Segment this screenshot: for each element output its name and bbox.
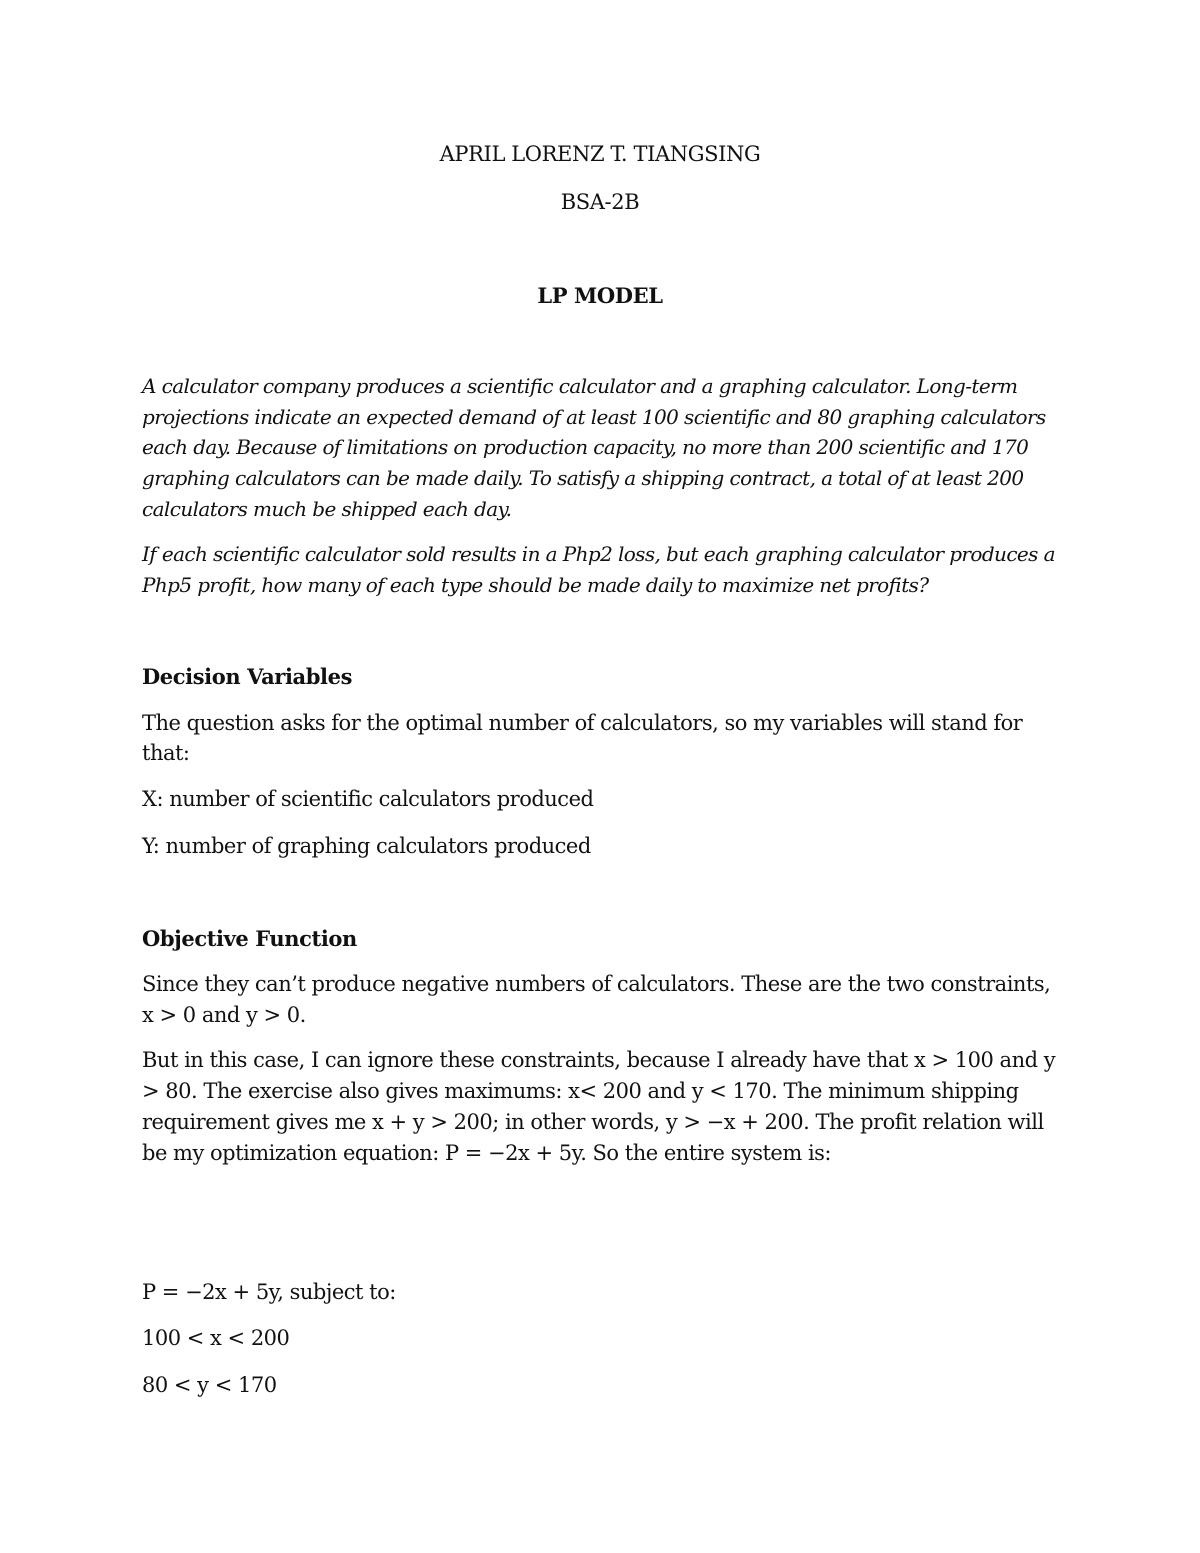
problem-line: A calculator company produces a scientific calculator and a graphing calculator. Long-term [142, 374, 1018, 398]
objective-function-heading: Objective Function [142, 926, 357, 951]
decision-intro-line: The question asks for the optimal number of calculators, so my variables will stand for [142, 711, 1023, 735]
objective-para1-line: Since they can’t produce negative numbers of calculators. These are the two constraints, [142, 972, 1051, 996]
document-title: LP MODEL [537, 283, 663, 308]
question-line: Php5 profit, how many of each type should be made daily to maximize net profits? [142, 573, 929, 597]
decision-variables-heading: Decision Variables [142, 664, 352, 689]
variable-x-definition: X: number of scientific calculators produced [142, 787, 594, 811]
system-objective: P = −2x + 5y, subject to: [142, 1280, 396, 1304]
objective-para2-line: > 80. The exercise also gives maximums: x< 200 and y < 170. The minimum shipping [142, 1079, 1019, 1103]
author-name: APRIL LORENZ T. TIANGSING [439, 142, 761, 166]
objective-para1-line: x > 0 and y > 0. [142, 1003, 306, 1027]
problem-line: each day. Because of limitations on production capacity, no more than 200 scientific and 170 [142, 435, 1029, 459]
section-label: BSA-2B [560, 190, 640, 214]
problem-line: graphing calculators can be made daily. To satisfy a shipping contract, a total of at least 200 [142, 466, 1024, 490]
objective-para2-line: But in this case, I can ignore these constraints, because I already have that x > 100 and y [142, 1048, 1056, 1072]
question-line: If each scientific calculator sold results in a Php2 loss, but each graphing calculator produces a [142, 542, 1055, 566]
problem-line: projections indicate an expected demand of at least 100 scientific and 80 graphing calculators [142, 405, 1046, 429]
objective-para2-line: requirement gives me x + y > 200; in other words, y > −x + 200. The profit relation will [142, 1110, 1044, 1134]
constraint-y: 80 < y < 170 [142, 1373, 277, 1397]
problem-line: calculators much be shipped each day. [142, 497, 512, 521]
decision-intro-line: that: [142, 741, 190, 765]
variable-y-definition: Y: number of graphing calculators produced [142, 834, 591, 858]
objective-para2-line: be my optimization equation: P = −2x + 5y. So the entire system is: [142, 1141, 832, 1165]
constraint-x: 100 < x < 200 [142, 1326, 290, 1350]
